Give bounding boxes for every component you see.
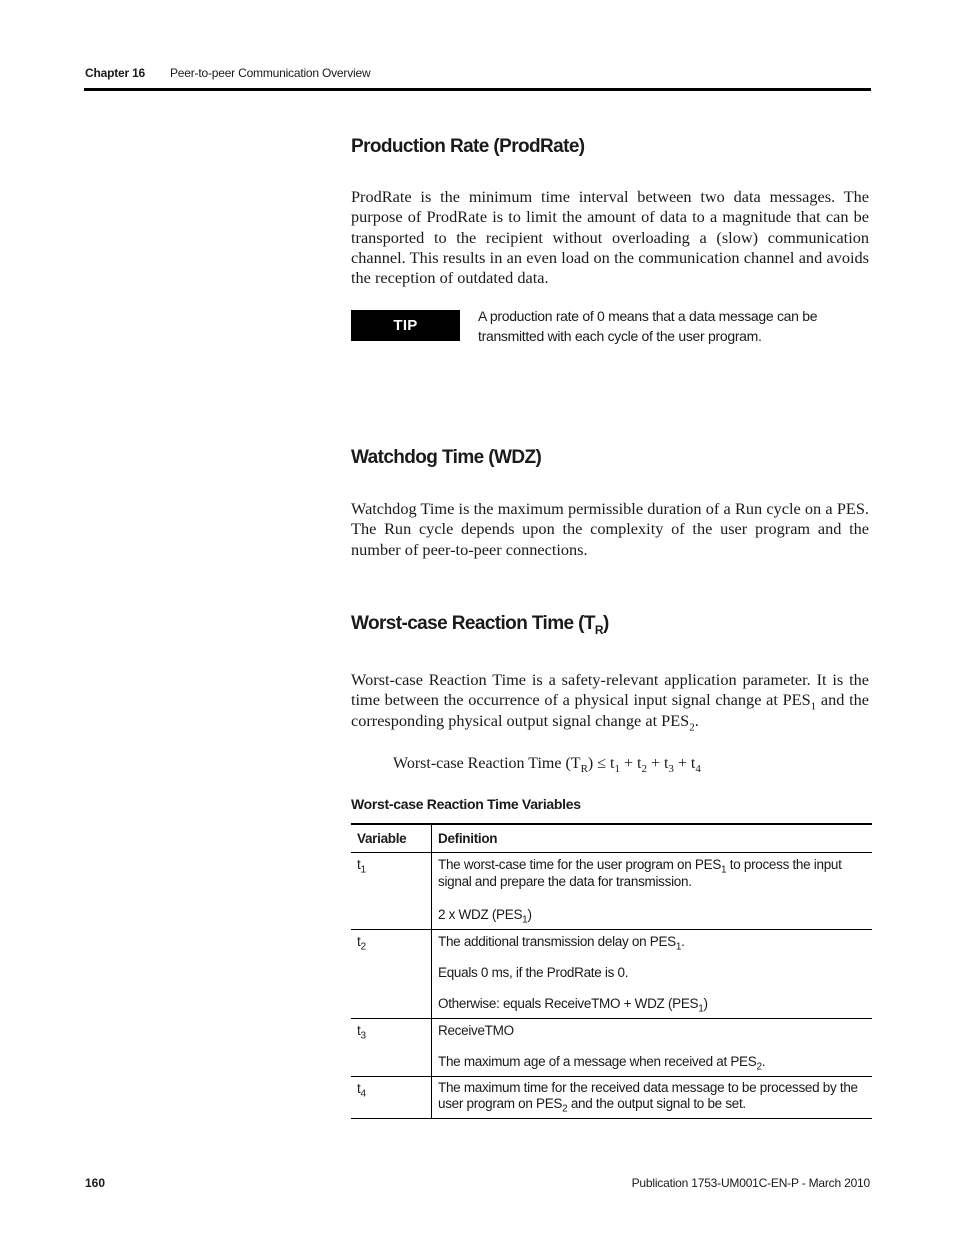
definition-cell: ReceiveTMO The maximum age of a message when received at $PES_2$.	[432, 1019, 873, 1077]
wdz-heading: Watchdog Time (WDZ)	[351, 447, 542, 468]
variable-cell: $t_2$	[351, 930, 432, 1019]
chapter-title: Peer-to-peer Communication Overview	[170, 66, 371, 80]
tip-badge: TIP	[351, 310, 460, 341]
definition-cell: The worst-case time for the user program on $PES_1$ to process the input signal and prepare the data for transmission. 2 x WDZ $(PES_1)$	[432, 853, 873, 930]
table-row	[351, 1019, 872, 1077]
table-row	[351, 853, 872, 930]
variables-table	[351, 823, 872, 1119]
table-row	[351, 1077, 872, 1119]
variable-cell: $t_4$	[351, 1077, 432, 1119]
reaction-formula: Worst-case Reaction Time $(T_R) \le t_1 + t_2 + t_3 + t_4$	[393, 755, 701, 776]
table-caption: Worst-case Reaction Time Variables	[351, 796, 581, 812]
header-variable: Variable	[351, 824, 432, 853]
prodrate-body: ProdRate is the minimum time interval between two data messages. The purpose of ProdRate is to limit the amount of data to a magnitude that can be transported to the recipient without overloading a (slow) communication channel. This results in an even load on the communication channel and avoids the reception of outdated data.	[351, 187, 869, 288]
chapter-label: Chapter 16	[85, 66, 146, 80]
publication-info: Publication 1753-UM001C-EN-P - March 2010	[631, 1176, 870, 1190]
table-row	[351, 930, 872, 1019]
reaction-body: Worst-case Reaction Time is a safety-relevant application parameter. It is the time between the occurrence of a physical input signal change at $PES_1$ and the corresponding physical output signal change at $PES_2$.	[351, 670, 869, 733]
table-header-row	[351, 824, 872, 853]
wdz-body: Watchdog Time is the maximum permissible duration of a Run cycle on a PES. The Run cycle depends upon the complexity of the user program and the number of peer-to-peer connections.	[351, 499, 869, 559]
reaction-heading: Worst-case Reaction Time $(T_R)$	[351, 613, 609, 637]
page-header	[85, 66, 371, 80]
variable-cell: $t_1$	[351, 853, 432, 930]
page-number: 160	[85, 1176, 106, 1190]
header-rule	[84, 88, 871, 91]
variable-cell: $t_3$	[351, 1019, 432, 1077]
prodrate-heading: Production Rate (ProdRate)	[351, 136, 585, 157]
definition-cell: The additional transmission delay on $PES_1$. Equals 0 ms, if the ProdRate is 0. Otherwise: equals ReceiveTMO + WDZ $(PES_1)$	[432, 930, 873, 1019]
tip-text: A production rate of 0 means that a data message can be transmitted with each cycle of the user program.	[478, 308, 818, 344]
header-definition: Definition	[432, 824, 873, 853]
definition-cell: The maximum time for the received data message to be processed by the user program on $PES_2$ and the output signal to be set.	[432, 1077, 873, 1119]
